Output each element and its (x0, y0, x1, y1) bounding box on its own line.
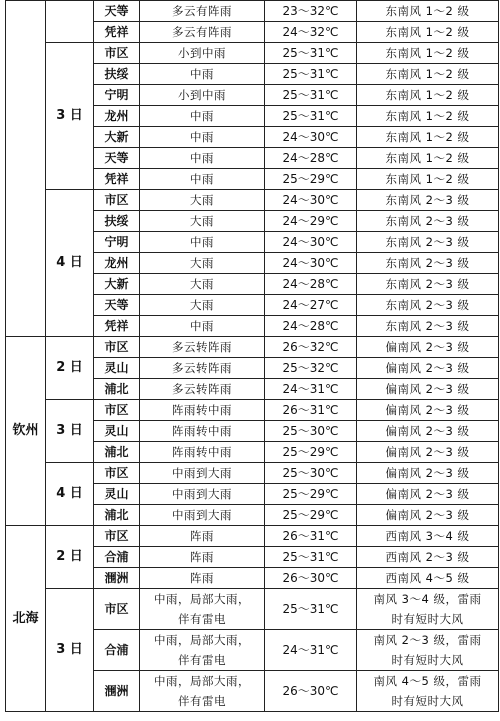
wind-cell: 东南风 1～2 级 (357, 127, 499, 148)
table-row (6, 400, 499, 421)
area-cell: 合浦 (94, 547, 140, 568)
wind-cell: 偏南风 2～3 级 (357, 421, 499, 442)
temperature-cell: 25～31℃ (265, 43, 357, 64)
weather-cell: 阵雨转中雨 (140, 421, 265, 442)
wind-cell: 东南风 2～3 级 (357, 253, 499, 274)
temperature-cell: 25～31℃ (265, 589, 357, 630)
temperature-cell: 24～30℃ (265, 190, 357, 211)
wind-cell: 偏南风 2～3 级 (357, 337, 499, 358)
wind-cell: 偏南风 2～3 级 (357, 463, 499, 484)
wind-cell: 偏南风 2～3 级 (357, 484, 499, 505)
weather-cell: 大雨 (140, 274, 265, 295)
area-cell: 凭祥 (94, 22, 140, 43)
wind-cell: 东南风 2～3 级 (357, 295, 499, 316)
area-cell: 市区 (94, 190, 140, 211)
weather-cell: 中雨 (140, 148, 265, 169)
wind-line: 南风 4～5 级，雷雨 (373, 674, 482, 688)
area-cell: 凭祥 (94, 316, 140, 337)
weather-cell: 多云有阵雨 (140, 1, 265, 22)
area-cell: 浦北 (94, 505, 140, 526)
temperature-cell: 24～28℃ (265, 274, 357, 295)
weather-cell: 中雨 (140, 127, 265, 148)
area-cell: 宁明 (94, 85, 140, 106)
date-cell-continued (46, 1, 94, 43)
wind-cell: 东南风 1～2 级 (357, 22, 499, 43)
weather-cell: 大雨 (140, 295, 265, 316)
wind-cell: 东南风 1～2 级 (357, 64, 499, 85)
weather-cell: 中雨到大雨 (140, 505, 265, 526)
area-cell: 灵山 (94, 421, 140, 442)
weather-cell: 阵雨转中雨 (140, 400, 265, 421)
wind-cell: 东南风 1～2 级 (357, 148, 499, 169)
area-cell: 市区 (94, 526, 140, 547)
temperature-cell: 23～32℃ (265, 1, 357, 22)
temperature-cell: 24～28℃ (265, 316, 357, 337)
area-cell: 浦北 (94, 442, 140, 463)
date-cell: 3 日 (46, 400, 94, 463)
wind-cell: 西南风 4～5 级 (357, 568, 499, 589)
weather-cell: 多云转阵雨 (140, 358, 265, 379)
wind-cell: 东南风 2～3 级 (357, 274, 499, 295)
weather-cell: 多云有阵雨 (140, 22, 265, 43)
weather-cell: 阵雨 (140, 568, 265, 589)
temperature-cell: 24～32℃ (265, 22, 357, 43)
area-cell: 扶绥 (94, 64, 140, 85)
temperature-cell: 26～30℃ (265, 568, 357, 589)
area-cell: 大新 (94, 127, 140, 148)
weather-cell: 多云转阵雨 (140, 337, 265, 358)
area-cell: 扶绥 (94, 211, 140, 232)
weather-cell: 中雨 (140, 169, 265, 190)
temperature-cell: 24～28℃ (265, 148, 357, 169)
wind-cell: 偏南风 2～3 级 (357, 379, 499, 400)
city-cell-continued (6, 1, 46, 337)
table-row (6, 463, 499, 484)
weather-cell: 大雨 (140, 211, 265, 232)
wind-cell: 东南风 2～3 级 (357, 232, 499, 253)
date-cell: 2 日 (46, 526, 94, 589)
wind-cell: 东南风 1～2 级 (357, 169, 499, 190)
weather-cell: 中雨到大雨 (140, 463, 265, 484)
weather-cell: 阵雨 (140, 526, 265, 547)
area-cell: 市区 (94, 400, 140, 421)
temperature-cell: 24～30℃ (265, 232, 357, 253)
wind-cell: 西南风 3～4 级 (357, 526, 499, 547)
date-cell: 4 日 (46, 190, 94, 337)
weather-line: 中雨，局部大雨， (154, 592, 250, 606)
temperature-cell: 24～31℃ (265, 630, 357, 671)
date-cell: 2 日 (46, 337, 94, 400)
temperature-cell: 25～29℃ (265, 505, 357, 526)
area-cell: 天等 (94, 1, 140, 22)
weather-cell: 小到中雨 (140, 85, 265, 106)
date-cell: 3 日 (46, 589, 94, 712)
temperature-cell: 25～31℃ (265, 64, 357, 85)
weather-line: 伴有雷电 (178, 653, 226, 667)
area-cell: 浦北 (94, 379, 140, 400)
temperature-cell: 24～30℃ (265, 253, 357, 274)
wind-line: 时有短时大风 (391, 653, 464, 667)
area-cell: 灵山 (94, 484, 140, 505)
wind-cell (357, 589, 499, 630)
temperature-cell: 25～31℃ (265, 106, 357, 127)
area-cell: 市区 (94, 589, 140, 630)
area-cell: 龙州 (94, 106, 140, 127)
temperature-cell: 24～30℃ (265, 127, 357, 148)
temperature-cell: 24～27℃ (265, 295, 357, 316)
weather-line: 伴有雷电 (178, 694, 226, 708)
wind-cell: 东南风 1～2 级 (357, 43, 499, 64)
weather-cell: 多云转阵雨 (140, 379, 265, 400)
wind-cell: 东南风 1～2 级 (357, 106, 499, 127)
wind-line: 时有短时大风 (391, 612, 464, 626)
weather-cell (140, 671, 265, 712)
area-cell: 市区 (94, 463, 140, 484)
wind-cell: 东南风 2～3 级 (357, 211, 499, 232)
weather-cell: 阵雨 (140, 547, 265, 568)
area-cell: 涠洲 (94, 671, 140, 712)
area-cell: 天等 (94, 148, 140, 169)
temperature-cell: 26～31℃ (265, 526, 357, 547)
area-cell: 合浦 (94, 630, 140, 671)
wind-cell: 东南风 1～2 级 (357, 1, 499, 22)
weather-cell: 大雨 (140, 190, 265, 211)
weather-line: 中雨，局部大雨， (154, 633, 250, 647)
area-cell: 大新 (94, 274, 140, 295)
weather-cell: 大雨 (140, 253, 265, 274)
wind-cell: 偏南风 2～3 级 (357, 442, 499, 463)
temperature-cell: 24～31℃ (265, 379, 357, 400)
temperature-cell: 25～30℃ (265, 463, 357, 484)
date-cell: 4 日 (46, 463, 94, 526)
temperature-cell: 24～29℃ (265, 211, 357, 232)
weather-cell: 中雨 (140, 106, 265, 127)
wind-cell: 偏南风 2～3 级 (357, 400, 499, 421)
temperature-cell: 25～29℃ (265, 484, 357, 505)
weather-cell (140, 589, 265, 630)
table-row (6, 337, 499, 358)
weather-cell: 中雨 (140, 316, 265, 337)
weather-cell: 小到中雨 (140, 43, 265, 64)
wind-cell: 东南风 2～3 级 (357, 190, 499, 211)
weather-line: 中雨，局部大雨， (154, 674, 250, 688)
weather-cell: 中雨 (140, 232, 265, 253)
area-cell: 宁明 (94, 232, 140, 253)
area-cell: 市区 (94, 337, 140, 358)
temperature-cell: 26～31℃ (265, 400, 357, 421)
area-cell: 天等 (94, 295, 140, 316)
wind-line: 南风 2～3 级，雷雨 (373, 633, 482, 647)
area-cell: 凭祥 (94, 169, 140, 190)
temperature-cell: 25～29℃ (265, 169, 357, 190)
wind-cell: 偏南风 2～3 级 (357, 358, 499, 379)
weather-cell: 中雨到大雨 (140, 484, 265, 505)
temperature-cell: 25～29℃ (265, 442, 357, 463)
wind-line: 南风 3～4 级，雷雨 (373, 592, 482, 606)
weather-forecast-table (5, 0, 499, 712)
area-cell: 涠洲 (94, 568, 140, 589)
temperature-cell: 25～32℃ (265, 358, 357, 379)
temperature-cell: 26～32℃ (265, 337, 357, 358)
wind-cell: 东南风 1～2 级 (357, 85, 499, 106)
table-row (6, 1, 499, 22)
wind-cell: 东南风 2～3 级 (357, 316, 499, 337)
area-cell: 市区 (94, 43, 140, 64)
weather-cell (140, 630, 265, 671)
date-cell: 3 日 (46, 43, 94, 190)
wind-cell (357, 671, 499, 712)
weather-cell: 阵雨转中雨 (140, 442, 265, 463)
table-row (6, 589, 499, 630)
weather-cell: 中雨 (140, 64, 265, 85)
temperature-cell: 25～31℃ (265, 547, 357, 568)
temperature-cell: 25～30℃ (265, 421, 357, 442)
wind-cell (357, 630, 499, 671)
wind-cell: 西南风 2～3 级 (357, 547, 499, 568)
temperature-cell: 25～31℃ (265, 85, 357, 106)
table-row (6, 526, 499, 547)
temperature-cell: 26～30℃ (265, 671, 357, 712)
city-cell: 北海 (6, 526, 46, 712)
wind-cell: 偏南风 2～3 级 (357, 505, 499, 526)
weather-line: 伴有雷电 (178, 612, 226, 626)
table-row (6, 190, 499, 211)
wind-line: 时有短时大风 (391, 694, 464, 708)
area-cell: 龙州 (94, 253, 140, 274)
table-row (6, 43, 499, 64)
area-cell: 灵山 (94, 358, 140, 379)
city-cell: 钦州 (6, 337, 46, 526)
